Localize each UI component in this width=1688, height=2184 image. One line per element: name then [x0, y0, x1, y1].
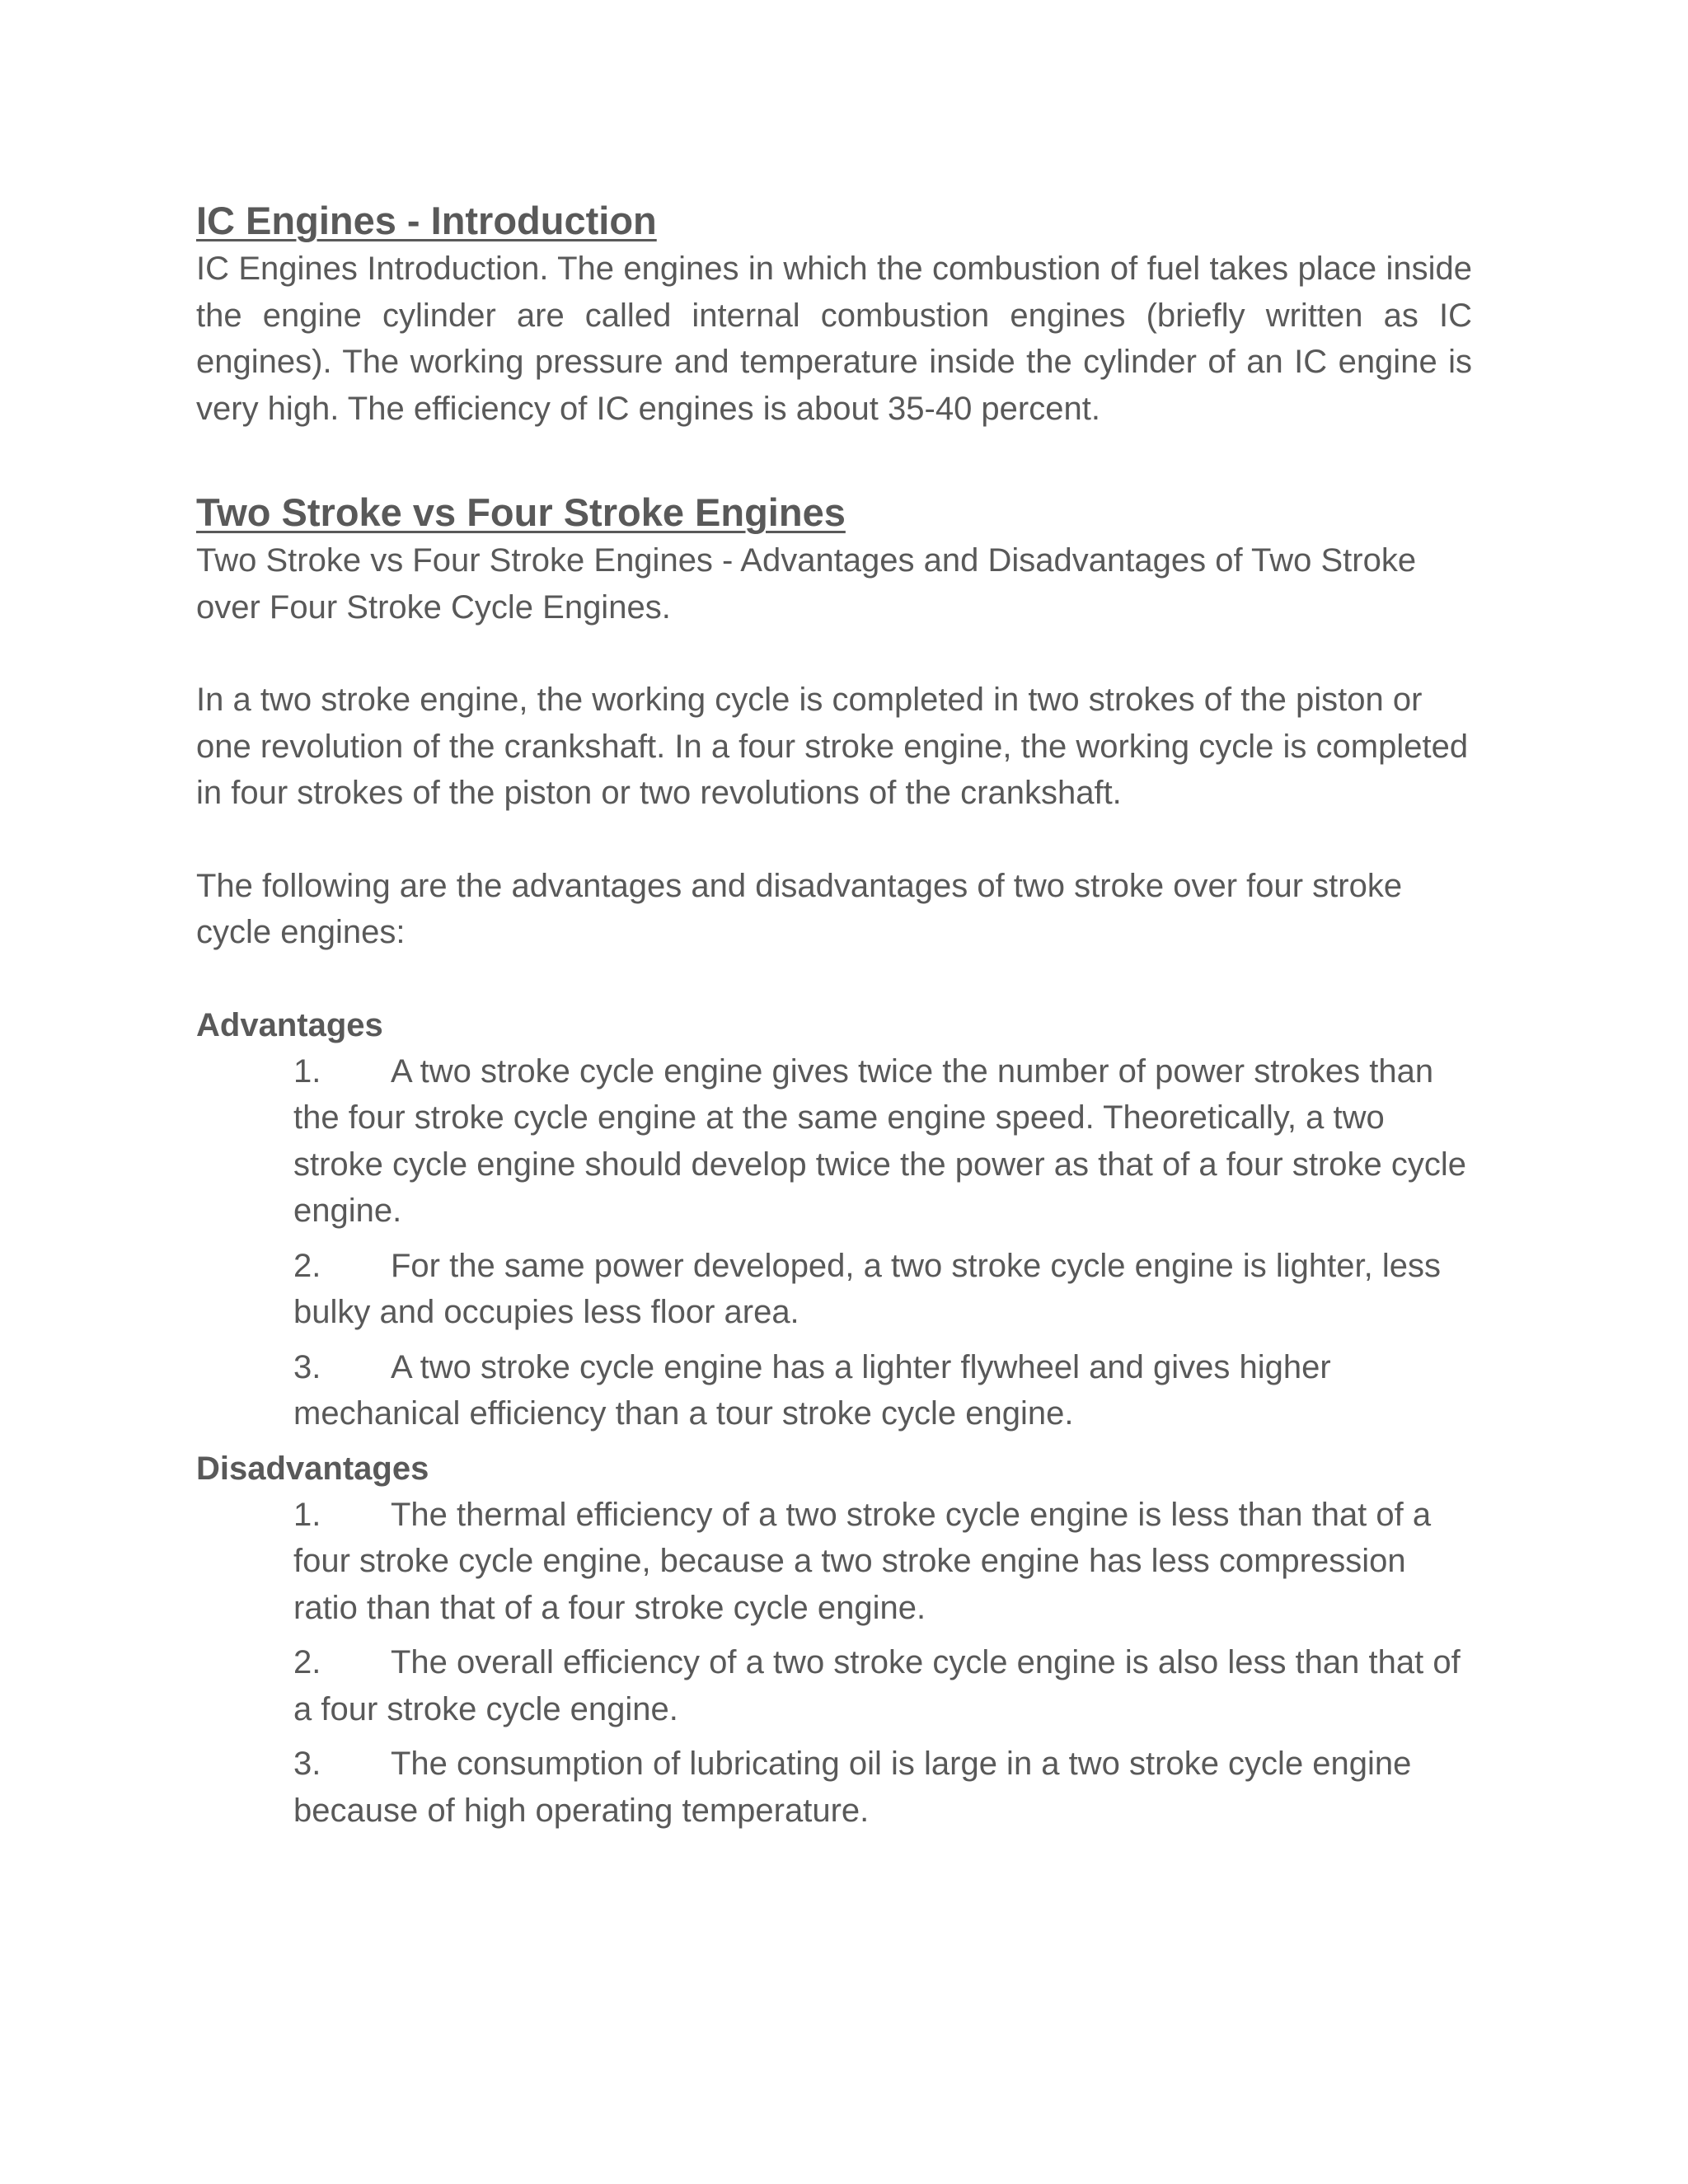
spacer [196, 432, 1472, 488]
advantages-heading: Advantages [196, 1006, 383, 1043]
list-item [293, 1492, 1472, 1632]
spacer [196, 630, 1472, 677]
list-item [293, 1344, 1472, 1437]
list-item [293, 1048, 1472, 1235]
list-item-number: 2. [293, 1644, 321, 1680]
section-heading-ic-engines: IC Engines - Introduction [196, 199, 657, 242]
disadvantages-heading: Disadvantages [196, 1450, 429, 1487]
list-item-number: 1. [293, 1496, 321, 1533]
list-item-text: The consumption of lubricating oil is large in a two stroke cycle engine because of high operating temperature. [293, 1746, 1412, 1829]
working-cycle-paragraph: In a two stroke engine, the working cycle is completed in two strokes of the piston or one revolution of the crankshaft. In a four stroke engine, the working cycle is completed in four strokes of the piston or two revolutions of the crankshaft. [196, 682, 1469, 811]
list-item-number: 3. [293, 1348, 321, 1385]
list-item-text: For the same power developed, a two stroke cycle engine is lighter, less bulky and occupies less floor area. [293, 1247, 1441, 1330]
disadvantages-list [196, 1492, 1472, 1835]
ic-engines-intro-paragraph: IC Engines Introduction. The engines in which the combustion of fuel takes place inside the engine cylinder are called internal combustion engines (briefly written as IC engines). The working pressure and temperature inside the cylinder of an IC engine is very high. The efficiency of IC engines is about 35-40 percent. [196, 251, 1472, 427]
following-paragraph: The following are the advantages and disadvantages of two stroke over four stroke cycle engines: [196, 867, 1403, 950]
list-item-number: 1. [293, 1052, 321, 1090]
list-item [293, 1639, 1472, 1732]
list-item-number: 2. [293, 1247, 321, 1284]
list-item-text: A two stroke cycle engine has a lighter flywheel and gives higher mechanical efficiency than a tour stroke cycle engine. [293, 1348, 1331, 1432]
spacer [196, 956, 1472, 1002]
advantages-list [196, 1048, 1472, 1437]
list-item-text: A two stroke cycle engine gives twice the number of power strokes than the four stroke cycle engine at the same engine speed. Theoretically, a two stroke cycle engine should develop twice the power as that of a four stroke cycle engine. [293, 1052, 1466, 1229]
document-page [196, 196, 1472, 1842]
two-vs-four-intro-paragraph: Two Stroke vs Four Stroke Engines - Advantages and Disadvantages of Two Stroke over Four Stroke Cycle Engines. [196, 542, 1417, 626]
list-item [293, 1741, 1472, 1834]
list-item-text: The overall efficiency of a two stroke cycle engine is also less than that of a four stroke cycle engine. [293, 1644, 1461, 1727]
section-heading-two-vs-four-stroke: Two Stroke vs Four Stroke Engines [196, 490, 846, 534]
list-item [293, 1243, 1472, 1336]
spacer [196, 817, 1472, 863]
list-item-text: The thermal efficiency of a two stroke cycle engine is less than that of a four stroke cycle engine, because a two stroke engine has less compression ratio than that of a four stroke cycle engine. [293, 1496, 1432, 1626]
list-item-number: 3. [293, 1746, 321, 1782]
